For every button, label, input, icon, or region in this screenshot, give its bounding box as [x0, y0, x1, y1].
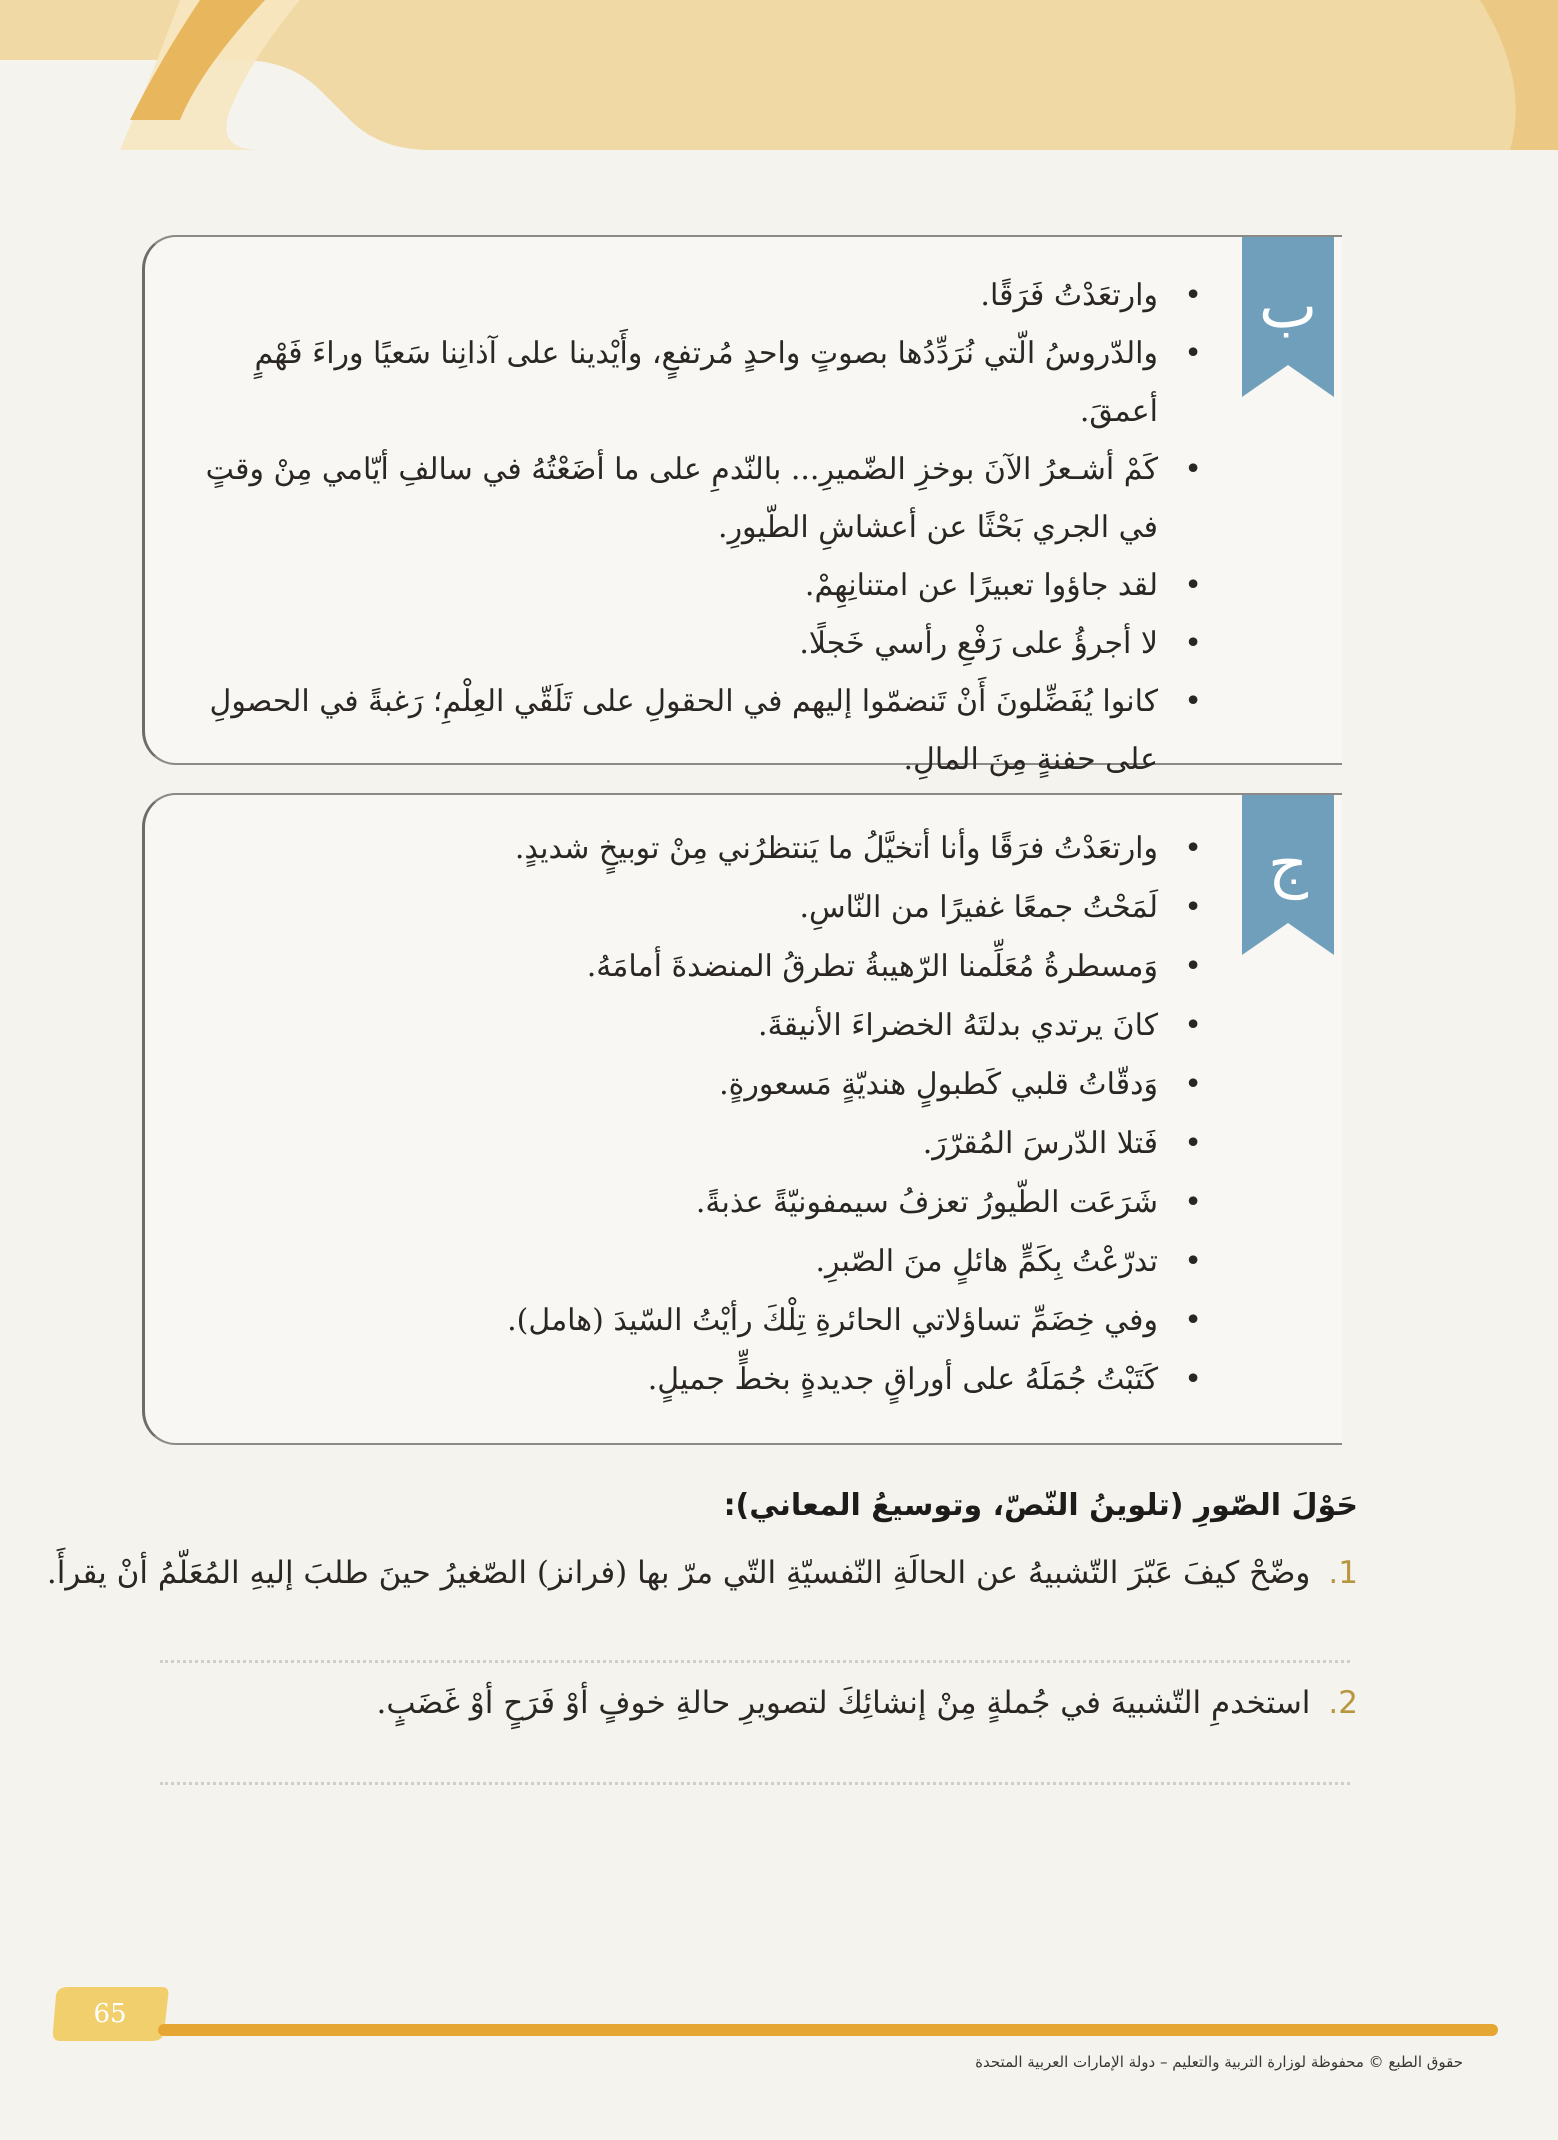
list-item: • وَمسطرةُ مُعَلِّمنا الرّهيبةُ تطرقُ المنضدةَ أمامَهُ. — [185, 937, 1202, 996]
list-item: • كانوا يُفَضِّلونَ أَنْ تَنضمّوا إليهم في الحقولِ على تَلَقّي العِلْمِ؛ رَغبةً في الحصولِ على حفنةٍ مِنَ المالِ. — [185, 673, 1202, 789]
section-b-tab — [1242, 237, 1334, 397]
section-b-letter: ب — [1258, 269, 1318, 342]
list-item: • وارتعَدْتُ فرَقًا وأنا أتخيَّلُ ما يَنتظرُني مِنْ توبيخٍ شديدٍ. — [185, 819, 1202, 878]
question-text: وضّحْ كيفَ عَبّرَ التّشبيهُ عن الحالَةِ النّفسيّةِ التّي مرّ بها (فرانز) الصّغيرُ حينَ طلبَ إليهِ المُعَلّمُ أنْ يقرأَ. — [46, 1555, 1311, 1591]
answer-line[interactable] — [160, 1660, 1350, 1663]
top-banner — [0, 0, 1558, 200]
list-item: • شَرَعَت الطّيورُ تعزفُ سيمفونيّةً عذبةً. — [185, 1173, 1202, 1232]
section-c-box — [142, 793, 1342, 1445]
list-item: • لا أجرؤُ على رَفْعِ رأسي خَجلًا. — [185, 615, 1202, 673]
question-1 — [47, 1555, 1358, 1591]
list-item: • وَدقّاتُ قلبي كَطبولٍ هنديّةٍ مَسعورةٍ. — [185, 1055, 1202, 1114]
list-item: • وفي خِضَمِّ تساؤلاتي الحائرةِ تِلْكَ رأيْتُ السّيدَ (هامل). — [185, 1291, 1202, 1350]
answer-line[interactable] — [160, 1782, 1350, 1785]
question-number: 1. — [1328, 1555, 1358, 1591]
list-item: • والدّروسُ الّتي نُرَدِّدُها بصوتٍ واحدٍ مُرتفعٍ، وأَيْدينا على آذانِنا سَعيًا وراءَ فَهْمٍ أعمقَ. — [185, 325, 1202, 441]
section-b-list — [185, 267, 1202, 789]
questions-heading: حَوْلَ الصّورِ (تلوينُ النّصّ، وتوسيعُ المعاني): — [723, 1488, 1358, 1523]
list-item: • وارتعَدْتُ فَرَقًا. — [185, 267, 1202, 325]
section-c-list — [185, 819, 1202, 1409]
list-item: • لقد جاؤوا تعبيرًا عن امتنانِهِمْ. — [185, 557, 1202, 615]
question-text: استخدمِ التّشبيهَ في جُملةٍ مِنْ إنشائِكَ لتصويرِ حالةِ خوفٍ أوْ فَرَحٍ أوْ غَضَبٍ. — [376, 1685, 1311, 1721]
copyright-notice: حقوق الطبع © محفوظة لوزارة التربية والتعليم – دولة الإمارات العربية المتحدة — [975, 2053, 1463, 2071]
list-item: • تدرّعْتُ بِكَمٍّ هائلٍ منَ الصّبرِ. — [185, 1232, 1202, 1291]
list-item: • فَتلا الدّرسَ المُقرّرَ. — [185, 1114, 1202, 1173]
page-number: 65 — [93, 1999, 127, 2029]
list-item: • كَتَبْتُ جُمَلَهُ على أوراقٍ جديدةٍ بخطٍّ جميلٍ. — [185, 1350, 1202, 1409]
question-2 — [377, 1685, 1358, 1721]
list-item: • كانَ يرتدي بدلتَهُ الخضراءَ الأنيقةَ. — [185, 996, 1202, 1055]
list-item: • كَمْ أشـعرُ الآنَ بوخزِ الضّميرِ... بالنّدمِ على ما أضَعْتُهُ في سالفِ أيّامي مِنْ وقتٍ في الجري بَحْثًا عن أعشاشِ الطّيورِ. — [185, 441, 1202, 557]
list-item: • لَمَحْتُ جمعًا غفيرًا من النّاسِ. — [185, 878, 1202, 937]
footer-rule — [158, 2024, 1498, 2036]
question-number: 2. — [1328, 1685, 1358, 1721]
section-c-tab — [1242, 795, 1334, 955]
section-b-box — [142, 235, 1342, 777]
section-c-letter: ج — [1267, 827, 1309, 900]
